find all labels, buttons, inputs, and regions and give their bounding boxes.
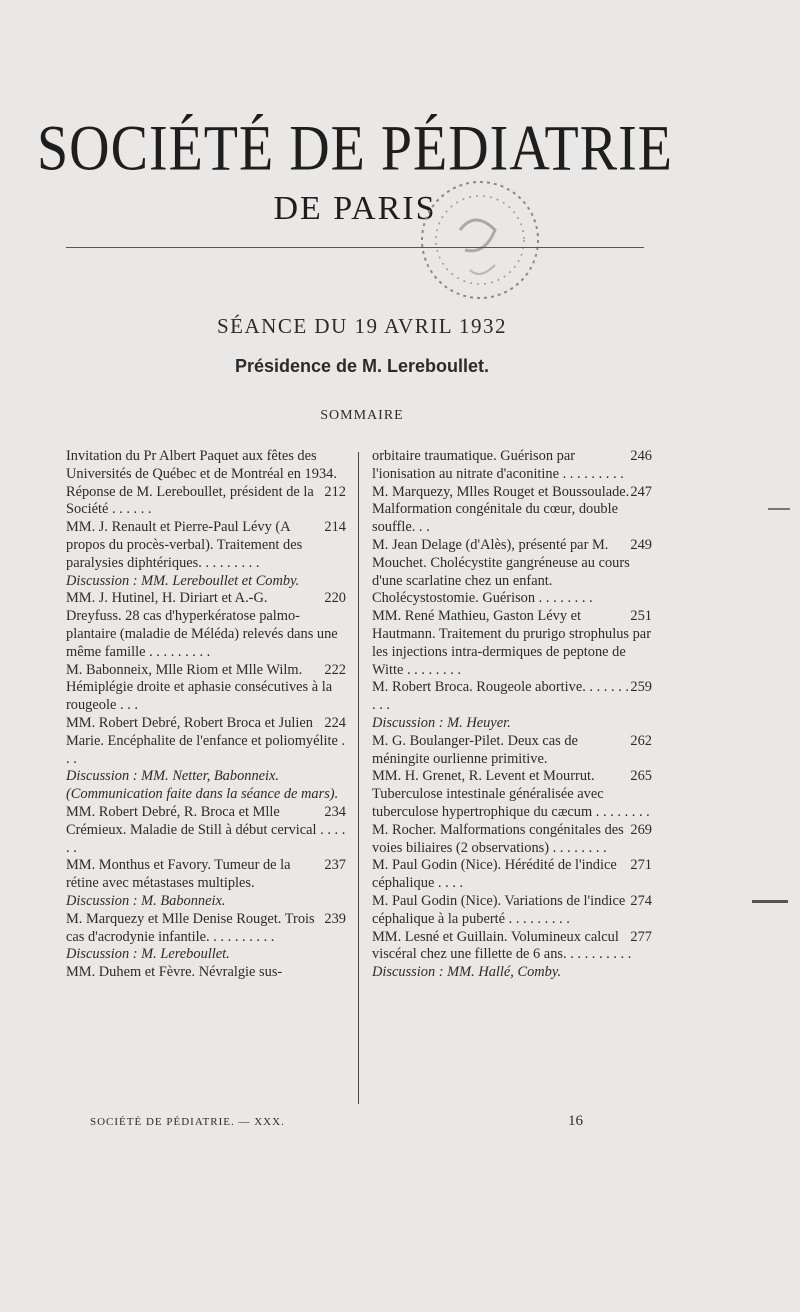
toc-text: M. Babonneix, Mlle Riom et Mlle Wilm. Hémiplégie droite et aphasie consécutives à la rougeole . . . — [66, 661, 333, 714]
toc-page: 222 — [324, 661, 346, 678]
seance-date: SÉANCE DU 19 AVRIL 1932 — [216, 314, 508, 338]
toc-text: MM. Robert Debré, R. Broca et Mlle Crémieux. Maladie de Still à début cervical . . . . . . — [66, 803, 346, 856]
toc-text: M. Rocher. Malformations congénitales des voies biliaires (2 observations) . . . . . . . . — [372, 821, 624, 856]
toc-entry — [372, 768, 652, 821]
toc-text: Discussion : MM. Lereboullet et Comby. — [66, 572, 300, 589]
toc-page: 271 — [630, 857, 652, 874]
margin-mark — [752, 900, 788, 903]
toc-page: 237 — [324, 857, 346, 874]
library-stamp-icon — [400, 160, 550, 330]
toc-text: Discussion : M. Babonneix. — [66, 892, 226, 909]
toc-text: MM. Lesné et Guillain. Volumineux calcul viscéral chez une fillette de 6 ans. . . . . . . . . . — [372, 928, 632, 963]
toc-page: 214 — [324, 519, 346, 536]
toc-text: MM. René Mathieu, Gaston Lévy et Hautmann. Traitement du prurigo strophulus par les injections intra-dermiques de peptone de Witte . . . . . . . . — [372, 608, 651, 678]
sommaire-heading: SOMMAIRE — [320, 408, 404, 423]
toc-entry — [66, 590, 346, 661]
toc-text: M. Robert Broca. Rougeole abortive. . . . . . . . . . — [372, 679, 629, 714]
toc-entry — [372, 964, 652, 982]
toc-page: 249 — [630, 536, 652, 553]
toc-text: Discussion : MM. Hallé, Comby. — [372, 964, 562, 981]
toc-text: M. Paul Godin (Nice). Variations de l'indice céphalique à la puberté . . . . . . . . . — [372, 892, 626, 927]
toc-page: 274 — [630, 892, 652, 909]
toc-text: Réponse de M. Lereboullet, président de la Société . . . . . . — [66, 483, 314, 518]
toc-text: M. G. Boulanger-Pilet. Deux cas de méningite ourlienne primitive. — [372, 732, 578, 767]
toc-entry — [66, 964, 346, 982]
toc-entry — [66, 484, 346, 520]
toc-page: 251 — [630, 608, 652, 625]
footer-journal: SOCIÉTÉ DE PÉDIATRIE. — XXX. — [90, 1116, 285, 1128]
toc-entry — [66, 804, 346, 857]
toc-page: 247 — [630, 483, 652, 500]
toc-entry — [372, 733, 652, 769]
toc-entry — [66, 715, 346, 768]
toc-entry — [66, 768, 346, 804]
right-column — [372, 448, 652, 982]
title-rule — [66, 247, 644, 248]
toc-text: M. Jean Delage (d'Alès), présenté par M. Mouchet. Cholécystite gangréneuse au cours d'une scarlatine chez un enfant. Cholécystostomie. Guérison . . . . . . . . — [372, 536, 630, 607]
toc-entry — [66, 857, 346, 893]
toc-text: M. Marquezy et Mlle Denise Rouget. Trois cas d'acrodynie infantile. . . . . . . . . . — [66, 910, 315, 945]
toc-page: 262 — [630, 732, 652, 749]
presidence: Présidence de M. Lereboullet. — [234, 356, 490, 376]
toc-page: 234 — [324, 803, 346, 820]
toc-entry — [66, 519, 346, 572]
toc-entry — [66, 946, 346, 964]
toc-text: MM. Robert Debré, Robert Broca et Julien Marie. Encéphalite de l'enfance et poliomyélite . . . — [66, 714, 346, 767]
toc-entry — [372, 679, 652, 715]
toc-entry — [372, 893, 652, 929]
toc-entry — [372, 448, 652, 484]
toc-entry — [372, 929, 652, 965]
toc-text: MM. Duhem et Fèvre. Névralgie sus- — [66, 964, 283, 981]
journal-subtitle: DE PARIS — [273, 190, 437, 227]
toc-text: Discussion : MM. Netter, Babonneix. (Communication faite dans la séance de mars). — [66, 768, 339, 803]
toc-page: 212 — [324, 483, 346, 500]
toc-page: 224 — [324, 714, 346, 731]
toc-text: MM. J. Hutinel, H. Diriart et A.-G. Dreyfuss. 28 cas d'hyperkératose palmo-plantaire (maladie de Méléda) relevés dans une même famille . . . . . . . . . — [66, 590, 338, 660]
toc-entry — [372, 537, 652, 608]
toc-page: 246 — [630, 448, 652, 464]
toc-entry — [66, 893, 346, 911]
toc-text: orbitaire traumatique. Guérison par l'ionisation au nitrate d'aconitine . . . . . . . . . — [372, 448, 624, 482]
toc-page: 220 — [324, 590, 346, 607]
toc-text: Discussion : M. Heuyer. — [372, 714, 511, 731]
toc-text: MM. H. Grenet, R. Levent et Mourrut. Tuberculose intestinale généralisée avec tuberculose hypertrophique du cæcum . . . . . . . . — [372, 768, 650, 820]
toc-entry — [372, 822, 652, 858]
toc-page: 265 — [630, 768, 652, 785]
toc-page: 259 — [630, 679, 652, 696]
toc-text: Invitation du Pr Albert Paquet aux fêtes des Universités de Québec et de Montréal en 1934. — [66, 448, 337, 482]
toc-page: 239 — [324, 910, 346, 927]
toc-text: Discussion : M. Lereboullet. — [66, 946, 230, 963]
toc-text: MM. Monthus et Favory. Tumeur de la rétine avec métastases multiples. — [66, 857, 291, 892]
page-number: 16 — [568, 1113, 583, 1129]
toc-entry — [66, 448, 346, 484]
toc-text: M. Paul Godin (Nice). Hérédité de l'indice céphalique . . . . — [372, 857, 617, 892]
toc-entry — [66, 911, 346, 947]
toc-page: 269 — [630, 821, 652, 838]
toc-entry — [66, 573, 346, 591]
toc-entry — [372, 608, 652, 679]
toc-text: M. Marquezy, Mlles Rouget et Boussoulade. Malformation congénitale du cœur, double souffle. . . — [372, 483, 630, 536]
toc-page: 277 — [630, 928, 652, 945]
left-column — [66, 448, 346, 982]
toc-entry — [66, 662, 346, 715]
column-divider — [358, 452, 359, 1104]
toc-entry — [372, 484, 652, 537]
margin-mark — [768, 508, 790, 510]
toc-entry — [372, 715, 652, 733]
journal-title: SOCIÉTÉ DE PÉDIATRIE — [37, 113, 673, 185]
toc-text: MM. J. Renault et Pierre-Paul Lévy (A propos du procès-verbal). Traitement des paralysies diphtériques. . . . . . . . . — [66, 519, 303, 571]
toc-entry — [372, 857, 652, 893]
